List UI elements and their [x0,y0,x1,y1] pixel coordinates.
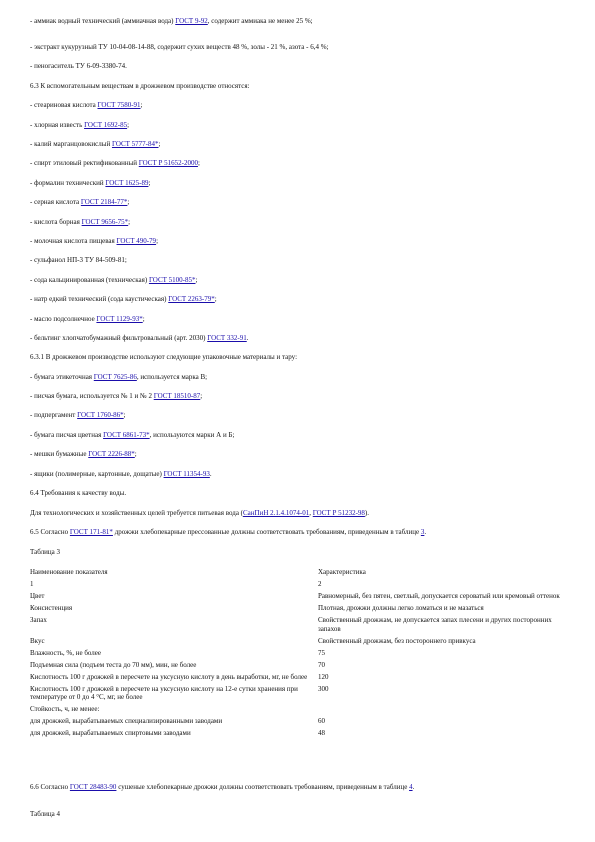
document-link[interactable]: 3 [420,528,425,536]
text-run: ; [156,237,159,245]
text-run: - калий марганцовокислый [30,140,112,148]
table-row [30,649,570,661]
text-run: - стеариновая кислота [30,101,98,109]
table-cell-value [318,705,570,717]
table-row [30,568,570,580]
table-3 [30,568,570,741]
text-run: ; [197,159,200,167]
table-row [30,717,570,729]
paragraph-line-25 [30,509,575,518]
table-cell-value: Свойственный дрожжам, не допускается запах плесени и других посторонних запахов [318,616,552,633]
table-cell-parameter: Запах [30,616,47,624]
paragraph-line-4 [30,101,575,110]
text-run: - бумага писчая цветная [30,431,104,439]
text-run: , [309,509,313,517]
paragraph-line-26 [30,528,575,537]
table-cell-value: Плотная, дрожжи должны легко ломаться и не мазаться [318,604,484,612]
text-run: , используется марка В; [136,373,208,381]
text-run: Таблица 4 [30,810,60,818]
text-run: ; [134,450,137,458]
text-run: - молочная кислота пищевая [30,237,117,245]
table-row [30,604,570,616]
text-run: - экстракт кукурузный ТУ 10-04-08-14-88, содержит сухих веществ 48 %, золы - 21 %, азота - 6,4 %; [30,43,329,51]
after-table-line-0 [30,783,575,792]
document-link[interactable]: ГОСТ 171-81* [69,528,113,536]
text-run: . [412,783,415,791]
text-run: ; [142,315,145,323]
text-run: - хлорная известь [30,121,85,129]
table-cell-parameter: для дрожжей, вырабатываемых специализированными заводами [30,717,223,725]
document-link[interactable]: ГОСТ 2184-77* [80,198,128,206]
table-cell-value: 60 [318,717,325,725]
paragraph-line-6 [30,140,575,149]
table-cell-value: Свойственный дрожжам, без постороннего привкуса [318,636,476,645]
table-cell-value: Характеристика [318,568,366,576]
text-run: ; [148,179,151,187]
document-link[interactable]: ГОСТ 1129-93* [96,315,143,323]
paragraph-line-9 [30,198,575,207]
document-link[interactable]: ГОСТ 11354-93 [163,470,210,478]
text-run: - кислота борная [30,218,82,226]
table-row [30,705,570,717]
text-run: ; [123,411,126,419]
document-link[interactable]: ГОСТ 332-91 [207,334,247,342]
text-run: 6.6 Согласно [30,783,70,791]
text-run: ; [127,121,130,129]
text-run: дрожжи хлебопекарные прессованные должны соответствовать требованиям, приведенным в таблице [112,528,421,536]
text-run: ; [195,276,198,284]
text-run: - ящики (полимерные, картонные, дощатые) [30,470,164,478]
paragraph-line-22 [30,450,575,459]
paragraph-line-10 [30,218,575,227]
paragraph-line-11 [30,237,575,246]
text-run: - масло подсолнечное [30,315,97,323]
text-run: - бумага этикеточная [30,373,94,381]
table-cell-parameter: Консистенция [30,604,73,612]
text-run: 6.3 К вспомогательным веществам в дрожжевом производстве относятся: [30,82,250,90]
paragraph-line-14 [30,295,575,304]
table-row [30,685,570,706]
document-link[interactable]: ГОСТ 490-79 [116,237,157,245]
table-row [30,616,570,637]
text-run: ; [140,101,143,109]
paragraph-line-3 [30,82,575,91]
text-run: - мешки бумажные [30,450,89,458]
table-row [30,637,570,649]
paragraph-line-20 [30,411,575,420]
text-run: - спирт этиловый ректификованный [30,159,139,167]
document-link[interactable]: 4 [409,783,413,791]
table-row [30,729,570,741]
text-run: - бельтинг хлопчатобумажный фильтровальный (арт. 2030) [30,334,208,342]
table-cell-value: 75 [318,648,325,657]
text-run: Для технологических и хозяйственных целей требуется питьевая вода ( [30,509,244,517]
paragraph-line-5 [30,121,575,130]
text-run: - серная кислота [30,198,81,206]
table-cell-value: 2 [318,580,322,588]
document-link[interactable]: ГОСТ 6861-73* [103,431,150,439]
document-link[interactable]: ГОСТ 1692-85 [84,121,128,129]
paragraph-line-13 [30,276,575,285]
document-link[interactable]: ГОСТ 2263-79* [168,295,215,303]
text-run: . [424,528,427,536]
table-row [30,580,570,592]
table-row [30,661,570,673]
table-3-body [30,568,570,741]
text-run: 6.5 Согласно [30,528,70,536]
paragraph-line-12 [30,256,575,265]
document-link[interactable]: СанПиН 2.1.4.1074-01 [243,509,310,517]
text-run: - сода кальцинированная (техническая) [30,276,149,284]
text-run: - формалин технический [30,179,106,187]
document-link[interactable]: ГОСТ 5777-84* [111,140,159,148]
document-link[interactable]: ГОСТ 1760-86* [77,411,124,419]
text-run: ; [128,218,131,226]
text-run: ; [158,140,161,148]
paragraph-line-7 [30,159,575,168]
table-cell-parameter: Кислотность 100 г дрожжей в пересчете на уксусную кислоту на 12-е сутки хранения при температуре от 0 до 4 °С, мг, не более [30,684,298,701]
paragraph-line-17 [30,353,575,362]
paragraph-line-1 [30,43,575,52]
table-row [30,592,570,604]
paragraph-line-21 [30,431,575,440]
text-run: . [209,470,212,478]
document-link[interactable]: ГОСТ 1625-89 [105,179,149,187]
paragraph-line-8 [30,179,575,188]
text-run: ; [127,198,130,206]
text-run: 6.4 Требования к качеству воды. [30,489,127,497]
text-run: - натр едкий технический (сода каустическая) [30,295,169,303]
document-link[interactable]: ГОСТ 18510-87 [153,392,201,400]
paragraph-line-2 [30,62,575,71]
text-run: , используются марки А и Б; [149,431,235,439]
after-table-line-1 [30,810,575,819]
table-cell-parameter: Наименование показателя [30,568,108,576]
paragraph-line-15 [30,315,575,324]
text-run: ). [364,509,370,517]
document-link[interactable]: ГОСТ Р 51232-98 [312,509,365,517]
table-cell-value: 70 [318,660,325,669]
text-run: ; [214,295,217,303]
text-run: - подпергамент [30,411,78,419]
text-run: - аммиак водный технический (аммиачная вода) [30,17,176,25]
table-row [30,673,570,685]
document-link[interactable]: ГОСТ Р 51652-2000 [138,159,198,167]
paragraph-line-18 [30,373,575,382]
text-run: - пеногаситель ТУ 6-09-3380-74. [30,62,127,70]
paragraph-line-19 [30,392,575,401]
text-run: - писчая бумага, используется № 1 и № 2 [30,392,154,400]
table-cell-parameter: Влажность, %, не более [30,648,101,657]
table-cell-parameter: Цвет [30,592,45,600]
text-run: Таблица 3 [30,548,60,556]
table-cell-value: 120 [318,672,329,681]
table-cell-parameter: Стойкость, ч, не менее: [30,705,100,713]
table-cell-parameter: 1 [30,580,34,588]
table-cell-value: Равномерный, без пятен, светлый, допускается сероватый или кремовый оттенок [318,592,560,600]
paragraph-line-27 [30,548,575,557]
paragraph-line-23 [30,470,575,479]
document-link[interactable]: ГОСТ 7625-86 [93,373,137,381]
text-run: - сульфанол НП-3 ТУ 84-509-81; [30,256,127,264]
paragraph-line-0 [30,17,575,26]
document-link[interactable]: ГОСТ 9-92 [175,17,208,25]
text-run: , содержит аммиака не менее 25 %; [207,17,313,25]
text-run: 6.3.1 В дрожжевом производстве используют следующие упаковочные материалы и тару: [30,353,298,361]
table-cell-parameter: Вкус [30,636,45,645]
paragraph-line-16 [30,334,575,343]
table-cell-parameter: Кислотность 100 г дрожжей в пересчете на уксусную кислоту в день выработки, мг, не более [30,672,308,681]
table-cell-value: 300 [318,684,329,693]
text-run: ; [200,392,203,400]
table-cell-value: 48 [318,729,325,737]
text-run: сушеные хлебопекарные дрожжи должны соответствовать требованиям, приведенным в таблице [116,783,410,791]
document-link[interactable]: ГОСТ 5100-85* [148,276,196,284]
table-cell-parameter: для дрожжей, вырабатываемых спиртовыми заводами [30,729,191,737]
document-link[interactable]: ГОСТ 28483-90 [69,783,117,791]
table-cell-parameter: Подъемная сила (подъем теста до 70 мм), мин, не более [30,660,197,669]
paragraph-line-24 [30,489,575,498]
document-link[interactable]: ГОСТ 9656-75* [81,218,129,226]
text-run: . [246,334,249,342]
document-link[interactable]: ГОСТ 7580-91 [97,101,141,109]
document-link[interactable]: ГОСТ 2226-88* [88,450,135,458]
